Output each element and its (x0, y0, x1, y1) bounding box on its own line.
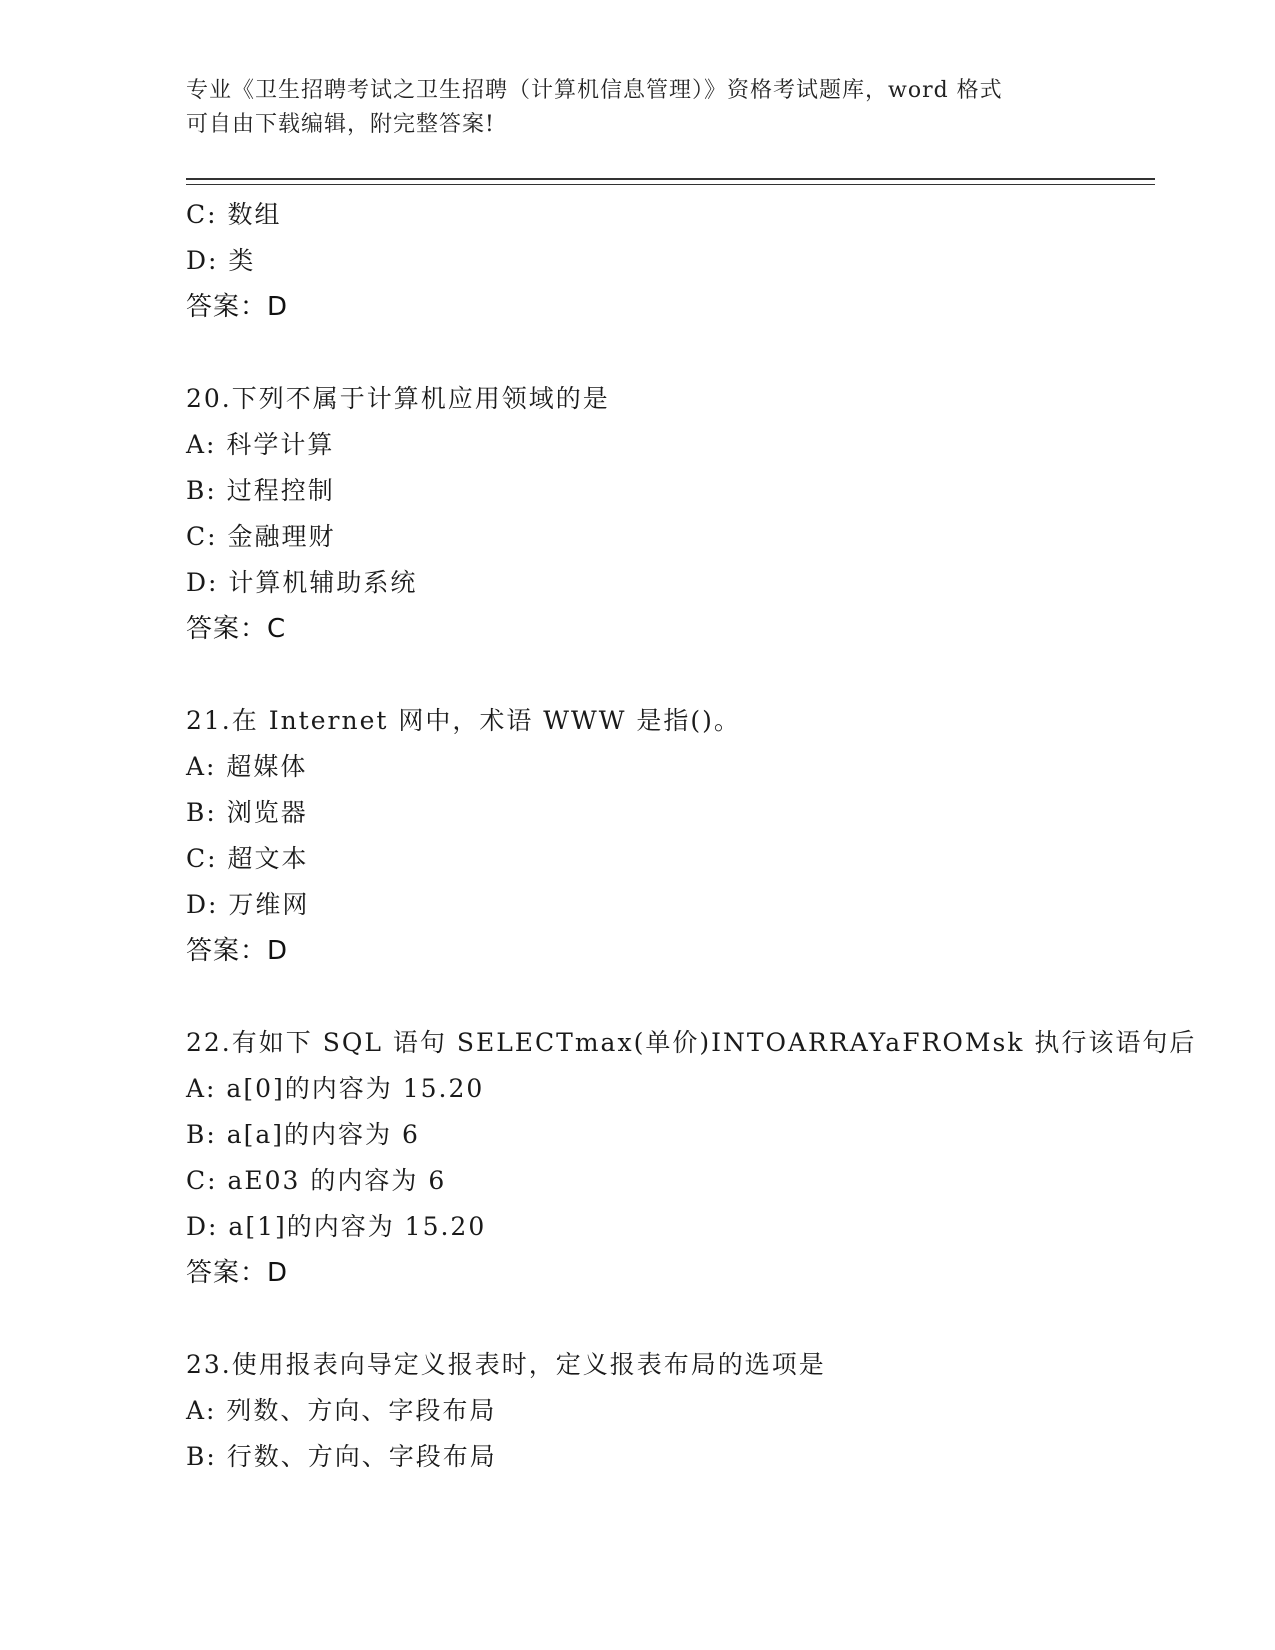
header-line-1: 专业《卫生招聘考试之卫生招聘（计算机信息管理）》资格考试题库，word 格式 (186, 78, 1003, 103)
option-b: B: 行数、方向、字段布局 (186, 1442, 497, 1471)
answer-line: 答案：C (186, 614, 287, 644)
question-text: 20.下列不属于计算机应用领域的是 (186, 384, 610, 413)
answer-line: 答案：D (186, 292, 289, 322)
option-c: C: 金融理财 (186, 522, 336, 551)
option-c: C: aE03 的内容为 6 (186, 1166, 447, 1195)
header-divider-thin (186, 184, 1155, 185)
option-a: A: 超媒体 (186, 752, 308, 781)
question-block-continued (186, 192, 1146, 330)
option-c: C: 超文本 (186, 844, 309, 873)
document-header (186, 74, 1086, 142)
option-b: B: 浏览器 (186, 798, 308, 827)
option-d: D: 计算机辅助系统 (186, 568, 418, 597)
option-d: D: 万维网 (186, 890, 310, 919)
answer-line: 答案：D (186, 1258, 289, 1288)
header-line-2: 可自由下载编辑，附完整答案! (186, 112, 495, 137)
question-block-21 (186, 698, 1146, 974)
question-block-23 (186, 1342, 1146, 1480)
header-divider-thick (186, 178, 1155, 180)
question-block-20 (186, 376, 1146, 652)
option-c: C: 数组 (186, 200, 282, 229)
question-text: 22.有如下 SQL 语句 SELECTmax(单价)INTOARRAYaFROMsk 执行该语句后 (186, 1028, 1197, 1057)
answer-line: 答案：D (186, 936, 289, 966)
option-a: A: 科学计算 (186, 430, 335, 459)
question-text: 23.使用报表向导定义报表时，定义报表布局的选项是 (186, 1350, 826, 1379)
option-b: B: a[a]的内容为 6 (186, 1120, 420, 1149)
spacer (186, 330, 1146, 376)
question-text: 21.在 Internet 网中，术语 WWW 是指()。 (186, 706, 741, 735)
spacer (186, 652, 1146, 698)
option-d: D: 类 (186, 246, 256, 275)
question-list (186, 192, 1197, 1480)
option-a: A: 列数、方向、字段布局 (186, 1396, 497, 1425)
spacer (186, 1296, 1146, 1342)
question-block-22 (186, 1020, 1197, 1296)
option-d: D: a[1]的内容为 15.20 (186, 1212, 487, 1241)
option-a: A: a[0]的内容为 15.20 (186, 1074, 485, 1103)
option-b: B: 过程控制 (186, 476, 335, 505)
spacer (186, 974, 1146, 1020)
